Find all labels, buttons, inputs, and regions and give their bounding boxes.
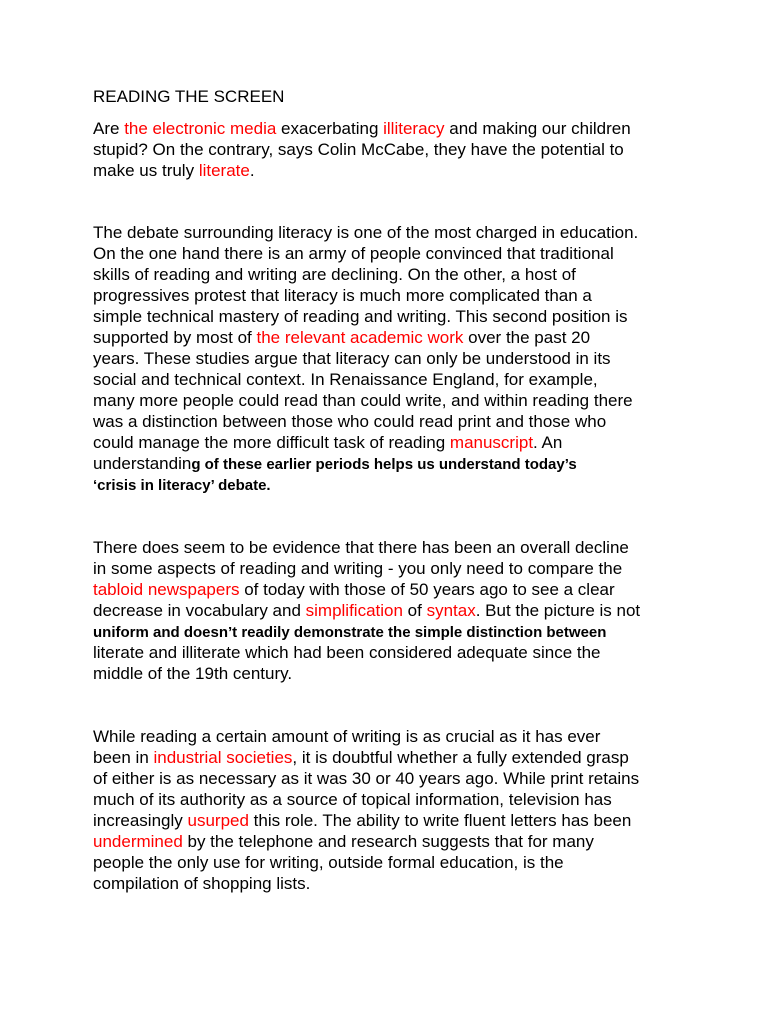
text-line [93,852,693,873]
paragraph-intro [93,118,693,181]
paragraph-industrial [93,726,693,894]
highlighted-phrase: manuscript [449,433,534,452]
highlighted-phrase: usurped [187,811,249,830]
text-run: make us truly [93,161,199,180]
text-run: could manage the more difficult task of reading [93,433,450,452]
text-line [93,453,693,474]
text-line [93,327,693,348]
text-run: years. These studies argue that literacy can only be understood in its [93,349,611,368]
text-run: middle of the 19th century. [93,664,293,683]
text-run: skills of reading and writing are declining. On the other, a host of [93,265,576,284]
text-line [93,600,693,621]
text-line [93,390,693,411]
text-line [93,873,693,894]
text-run: over the past 20 [463,328,591,347]
text-line [93,747,693,768]
text-line [93,411,693,432]
text-run: . But the picture is not [475,601,641,620]
highlighted-phrase: industrial societies [153,748,293,767]
text-run: many more people could read than could write, and within reading there [93,391,633,410]
highlighted-phrase: undermined [93,832,183,851]
bold-text: uniform and doesn’t readily demonstrate the simple distinction between [93,624,607,641]
text-run: . An [533,433,563,452]
text-line [93,831,693,852]
text-run: was a distinction between those who could read print and those who [93,412,607,431]
text-run: this role. The ability to write fluent letters has been [248,811,632,830]
text-run: On the one hand there is an army of people convinced that traditional [93,244,614,263]
text-line [93,348,693,369]
highlighted-phrase: the relevant academic work [256,328,464,347]
text-line [93,243,693,264]
text-run: been in [93,748,154,767]
text-line [93,160,693,181]
text-run: While reading a certain amount of writing is as crucial as it has ever [93,727,601,746]
text-line [93,663,693,684]
highlighted-phrase: illiteracy [383,119,445,138]
text-line [93,369,693,390]
text-line [93,537,693,558]
bold-text: ‘crisis in literacy’ debate. [93,477,271,494]
bold-text: g of these earlier periods helps us understand today’s [191,456,577,473]
text-line [93,579,693,600]
highlighted-phrase: the electronic media [124,119,277,138]
text-run: of [402,601,427,620]
paragraph-debate [93,222,693,495]
text-run: and making our children [444,119,631,138]
text-run: people the only use for writing, outside formal education, is the [93,853,564,872]
text-run: understandin [93,454,192,473]
text-line [93,118,693,139]
text-line [93,558,693,579]
text-run: The debate surrounding literacy is one of the most charged in education. [93,223,639,242]
text-run: , it is doubtful whether a fully extended grasp [292,748,629,767]
text-line [93,768,693,789]
text-run: social and technical context. In Renaissance England, for example, [93,370,598,389]
text-line [93,642,693,663]
text-run: decrease in vocabulary and [93,601,306,620]
text-line [93,432,693,453]
text-line [93,810,693,831]
text-run: much of its authority as a source of topical information, television has [93,790,612,809]
text-run: simple technical mastery of reading and writing. This second position is [93,307,628,326]
text-line [93,222,693,243]
text-line [93,306,693,327]
text-line [93,264,693,285]
text-run: There does seem to be evidence that there has been an overall decline [93,538,629,557]
text-run: of either is as necessary as it was 30 or 40 years ago. While print retains [93,769,640,788]
text-line [93,474,693,495]
text-run: exacerbating [276,119,384,138]
text-run: in some aspects of reading and writing - you only need to compare the [93,559,623,578]
text-run: increasingly [93,811,188,830]
text-run: supported by most of [93,328,257,347]
text-run: . [249,161,255,180]
text-line [93,139,693,160]
highlighted-phrase: literate [198,161,250,180]
text-run: literate and illiterate which had been considered adequate since the [93,643,601,662]
paragraph-decline [93,537,693,684]
highlighted-phrase: tabloid newspapers [93,580,240,599]
document-title: READING THE SCREEN [93,87,285,106]
text-line [93,789,693,810]
text-run: by the telephone and research suggests that for many [182,832,594,851]
text-run: compilation of shopping lists. [93,874,311,893]
text-run: of today with those of 50 years ago to see a clear [239,580,615,599]
text-run: progressives protest that literacy is much more complicated than a [93,286,592,305]
highlighted-phrase: syntax [426,601,476,620]
text-line [93,285,693,306]
text-line [93,726,693,747]
highlighted-phrase: simplification [305,601,403,620]
text-line [93,621,693,642]
text-run: Are [93,119,125,138]
text-run: stupid? On the contrary, says Colin McCabe, they have the potential to [93,140,624,159]
